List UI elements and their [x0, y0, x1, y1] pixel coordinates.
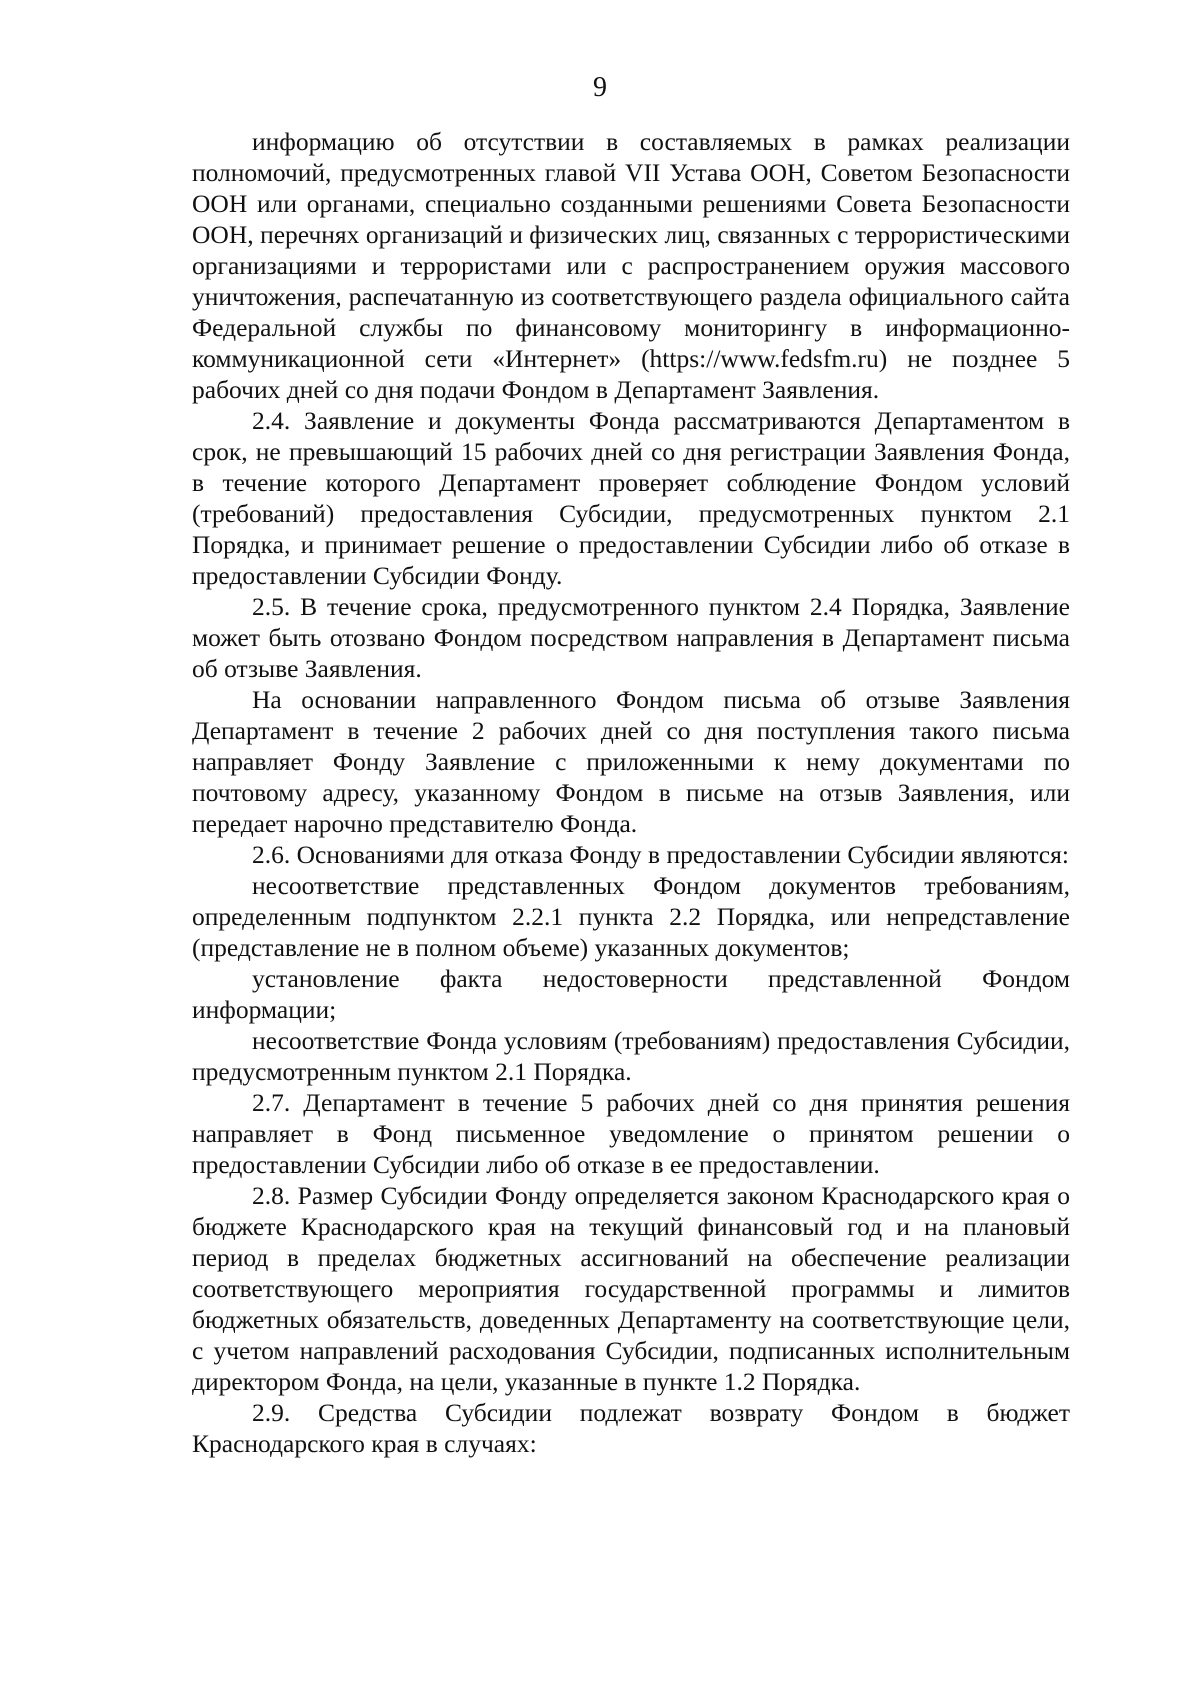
paragraph-2-4: 2.4. Заявление и документы Фонда рассматриваются Департаментом в срок, не превышающий 15 рабочих дней со дня регистрации Заявления Фонда, в течение которого Департамент проверяет соблюдение Фондом условий (требований) предоставления Субсидии, предусмотренных пунктом 2.1 Порядка, и принимает решение о предоставлении Субсидии либо об отказе в предоставлении Субсидии Фонду. — [192, 406, 1070, 590]
paragraph-2-8: 2.8. Размер Субсидии Фонду определяется законом Краснодарского края о бюджете Краснодарского края на текущий финансовый год и на плановый период в пределах бюджетных ассигнований на обеспечение реализации соответствующего мероприятия государственной программы и лимитов бюджетных обязательств, доведенных Департаменту на соответствующие цели, с учетом направлений расходования Субсидии, подписанных исполнительным директором Фонда, на цели, указанные в пункте 1.2 Порядка. — [192, 1181, 1070, 1396]
paragraph-2-5: 2.5. В течение срока, предусмотренного пунктом 2.4 Порядка, Заявление может быть отозвано Фондом посредством направления в Департамент письма об отзыве Заявления. — [192, 592, 1070, 683]
document-body — [192, 126, 1070, 1459]
paragraph-refusal-ground-1: несоответствие представленных Фондом документов требованиям, определенным подпунктом 2.2.1 пункта 2.2 Порядка, или непредставление (представление не в полном объеме) указанных документов; — [192, 871, 1070, 962]
paragraph-refusal-ground-2: установление факта недостоверности представленной Фондом информации; — [192, 964, 1070, 1024]
paragraph-2-9: 2.9. Средства Субсидии подлежат возврату Фондом в бюджет Краснодарского края в случаях: — [192, 1398, 1070, 1458]
paragraph-refusal-ground-3: несоответствие Фонда условиям (требованиям) предоставления Субсидии, предусмотренным пунктом 2.1 Порядка. — [192, 1026, 1070, 1086]
page-number: 9 — [593, 72, 607, 103]
paragraph-2-6: 2.6. Основаниями для отказа Фонду в предоставлении Субсидии являются: — [252, 840, 1069, 869]
paragraph-withdrawal-return: На основании направленного Фондом письма об отзыве Заявления Департамент в течение 2 рабочих дней со дня поступления такого письма направляет Фонду Заявление с приложенными к нему документами по почтовому адресу, указанному Фондом в письме на отзыв Заявления, или передает нарочно представителю Фонда. — [192, 685, 1070, 838]
paragraph-2-7: 2.7. Департамент в течение 5 рабочих дней со дня принятия решения направляет в Фонд письменное уведомление о принятом решении о предоставлении Субсидии либо об отказе в ее предоставлении. — [192, 1088, 1070, 1179]
paragraph-un-sanctions-info: информацию об отсутствии в составляемых в рамках реализации полномочий, предусмотренных главой VII Устава ООН, Советом Безопасности ООН или органами, специально созданными решениями Совета Безопасности ООН, перечнях организаций и физических лиц, связанных с террористическими организациями и террористами или с распространением оружия массового уничтожения, распечатанную из соответствующего раздела официального сайта Федеральной службы по финансовому мониторингу в информационно-коммуникационной сети «Интернет» (https://www.fedsfm.ru) не позднее 5 рабочих дней со дня подачи Фондом в Департамент Заявления. — [192, 127, 1070, 404]
